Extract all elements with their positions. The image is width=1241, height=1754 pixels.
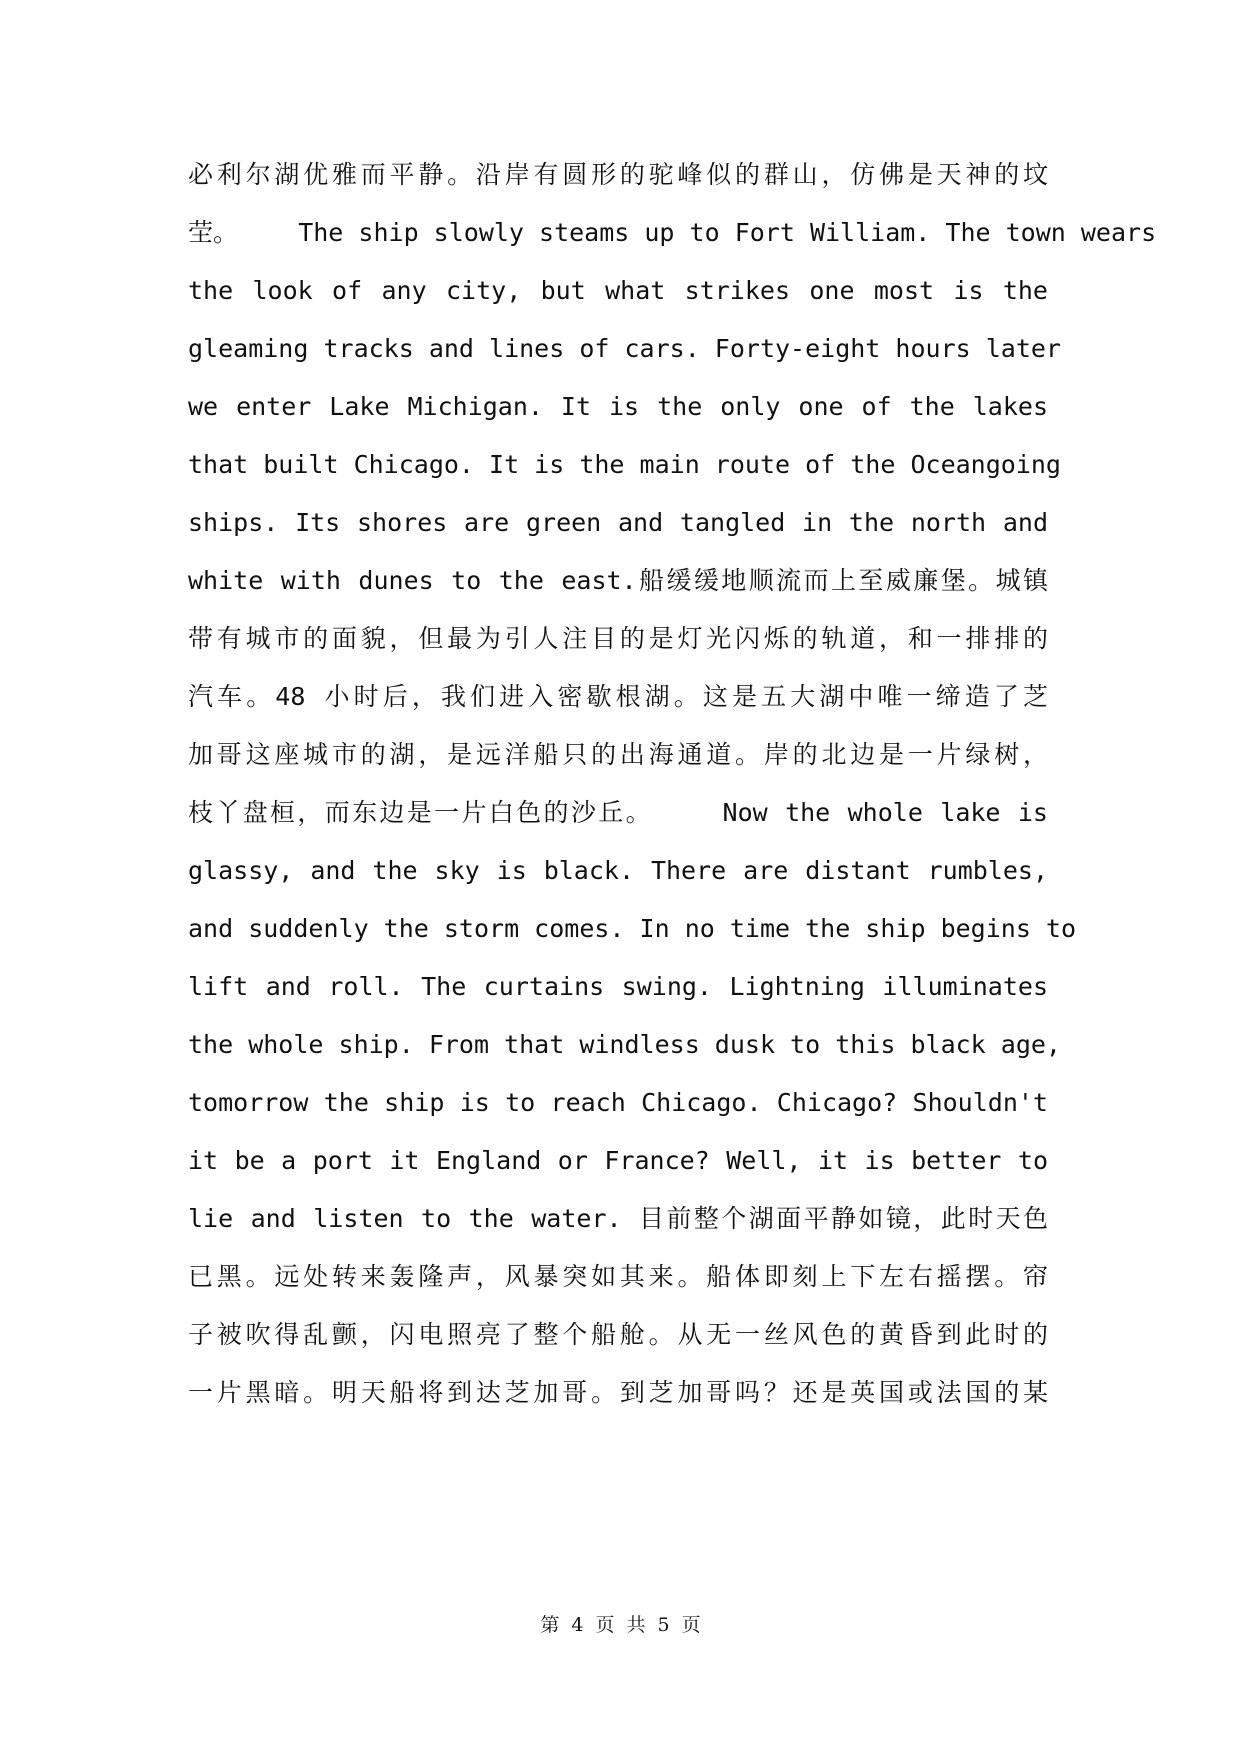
text-line-4: gleaming tracks and lines of cars. Forty-eight hours later (188, 334, 1061, 363)
text-line-15: lift and roll. The curtains swing. Lightning illuminates (188, 972, 1048, 1001)
text-line-22: 一片黑暗。明天船将到达芝加哥。到芝加哥吗？还是英国或法国的某 (188, 1378, 1048, 1407)
text-line-18: it be a port it England or France? Well, it is better to (188, 1146, 1048, 1175)
text-line-1: 必利尔湖优雅而平静。沿岸有圆形的驼峰似的群山，仿佛是天神的坟 (188, 160, 1048, 189)
text-line-12: 枝丫盘桓，而东边是一片白色的沙丘。 Now the whole lake is (188, 798, 1048, 827)
page-number-footer: 第 4 页 共 5 页 (540, 1614, 701, 1636)
text-line-7: ships. Its shores are green and tangled in the north and (188, 508, 1048, 537)
text-line-19: lie and listen to the water. 目前整个湖面平静如镜，此时天色 (188, 1204, 1048, 1233)
text-line-10: 汽车。48 小时后，我们进入密歇根湖。这是五大湖中唯一缔造了芝 (188, 682, 1048, 711)
text-line-6: that built Chicago. It is the main route of the Oceangoing (188, 450, 1061, 479)
text-line-5: we enter Lake Michigan. It is the only one of the lakes (188, 392, 1048, 421)
text-line-11: 加哥这座城市的湖，是远洋船只的出海通道。岸的北边是一片绿树， (188, 740, 1048, 769)
text-line-2: 茔。 The ship slowly steams up to Fort William. The town wears (188, 218, 1157, 247)
text-line-3: the look of any city, but what strikes one most is the (188, 276, 1048, 305)
text-line-13: glassy, and the sky is black. There are distant rumbles, (188, 856, 1048, 885)
text-line-20: 已黑。远处转来轰隆声，风暴突如其来。船体即刻上下左右摇摆。帘 (188, 1262, 1048, 1291)
text-line-14: and suddenly the storm comes. In no time the ship begins to (188, 914, 1077, 943)
text-line-21: 子被吹得乱颤，闪电照亮了整个船舱。从无一丝风色的黄昏到此时的 (188, 1320, 1048, 1349)
text-line-16: the whole ship. From that windless dusk to this black age, (188, 1030, 1061, 1059)
text-line-8: white with dunes to the east.船缓缓地顺流而上至威廉堡。城镇 (188, 566, 1048, 595)
text-line-17: tomorrow the ship is to reach Chicago. Chicago? Shouldn't (188, 1088, 1048, 1117)
text-line-9: 带有城市的面貌，但最为引人注目的是灯光闪烁的轨道，和一排排的 (188, 624, 1048, 653)
